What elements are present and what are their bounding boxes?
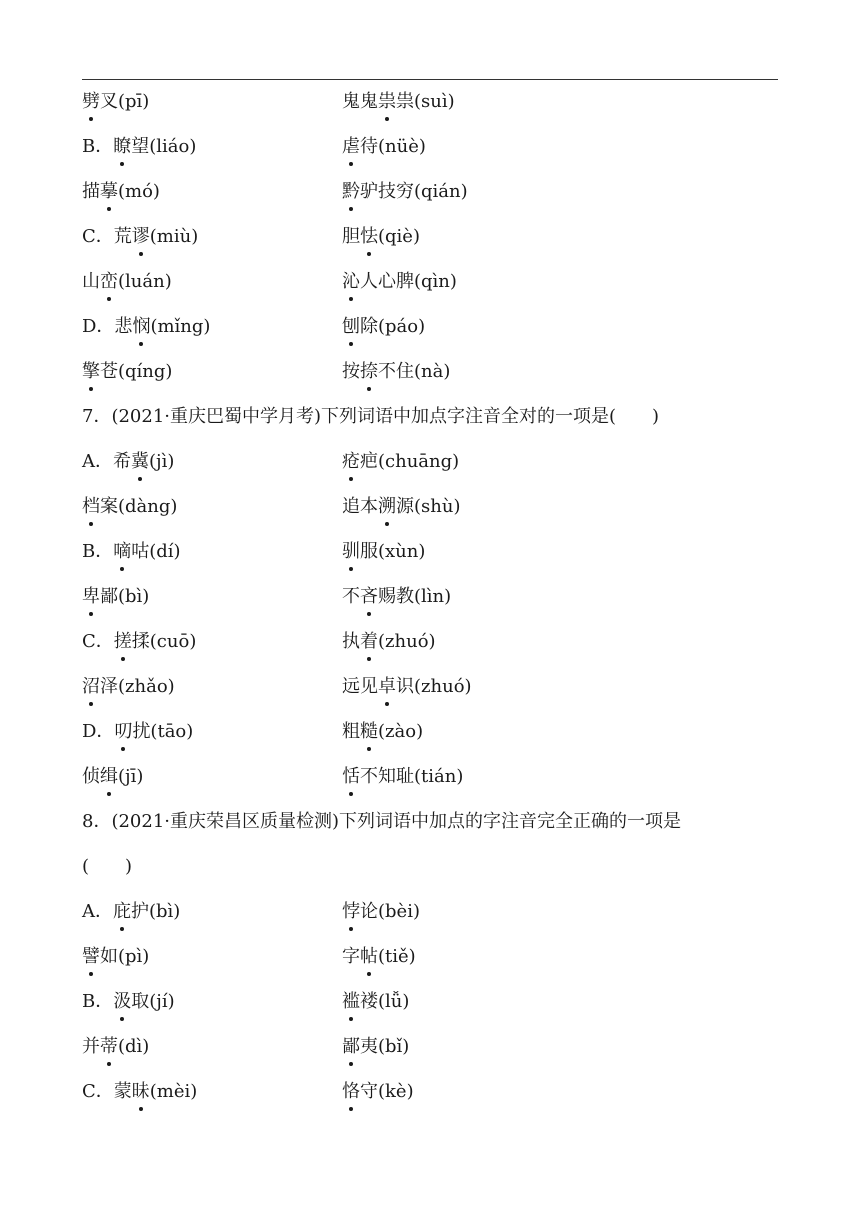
dotted-char: 摹 — [100, 176, 118, 208]
left-option — [82, 536, 342, 581]
dotted-char: 擎 — [82, 356, 100, 388]
dotted-char: 沁 — [342, 266, 360, 298]
text-pre: D．悲 — [82, 316, 133, 337]
right-option — [342, 356, 782, 401]
dotted-char: 譬 — [82, 941, 100, 973]
dotted-char: 捺 — [360, 356, 378, 388]
dotted-char: 黔 — [342, 176, 360, 208]
text-pre: 按 — [342, 361, 360, 382]
left-option — [82, 356, 342, 401]
text-post: 祟(suì) — [396, 91, 455, 112]
text-post: 除(páo) — [360, 316, 426, 337]
text-pre: 胆 — [342, 226, 360, 247]
left-option — [82, 1031, 342, 1076]
right-option — [342, 311, 782, 356]
right-option — [342, 581, 782, 626]
text-pre: 远见 — [342, 676, 378, 697]
text-pre: 粗 — [342, 721, 360, 742]
dotted-char: 叨 — [114, 716, 132, 748]
text-post: (luán) — [118, 271, 172, 292]
dotted-char: 缉 — [100, 761, 118, 793]
left-option — [82, 761, 342, 806]
text-pre: 不 — [342, 586, 360, 607]
text-post: 驴技穷(qián) — [360, 181, 468, 202]
left-option — [82, 716, 342, 761]
option-row — [82, 86, 782, 131]
dotted-char: 卓 — [378, 671, 396, 703]
dotted-char: 冀 — [131, 446, 149, 478]
page-content — [82, 86, 782, 1121]
text-pre: A．希 — [82, 451, 131, 472]
text-pre: 山 — [82, 271, 100, 292]
dotted-char: 昧 — [132, 1076, 150, 1108]
option-row — [82, 581, 782, 626]
dotted-char: 蒂 — [100, 1031, 118, 1063]
right-option — [342, 491, 782, 536]
left-option — [82, 1076, 342, 1121]
dotted-char: 帖 — [360, 941, 378, 973]
option-row — [82, 131, 782, 176]
question-7: 7．(2021·重庆巴蜀中学月考)下列词语中加点字注音全对的一项是( ) — [82, 406, 660, 427]
option-row — [82, 176, 782, 221]
text-post: 取(jí) — [131, 991, 175, 1012]
text-post: (tiě) — [378, 946, 416, 967]
text-pre: 并 — [82, 1036, 100, 1057]
right-option — [342, 941, 782, 986]
dotted-char: 劈 — [82, 86, 100, 118]
dotted-char: 疮 — [342, 446, 360, 478]
text-post: 鄙(bì) — [100, 586, 150, 607]
left-option — [82, 266, 342, 311]
dotted-char: 峦 — [100, 266, 118, 298]
dotted-char: 档 — [82, 491, 100, 523]
text-post: 疤(chuāng) — [360, 451, 460, 472]
text-post: (miù) — [149, 226, 199, 247]
left-option — [82, 986, 342, 1031]
left-option — [82, 896, 342, 941]
dotted-char: 虐 — [342, 131, 360, 163]
dotted-char: 庇 — [113, 896, 131, 928]
text-post: 咕(dí) — [131, 541, 181, 562]
dotted-char: 恬 — [342, 761, 360, 793]
text-post: (jì) — [149, 451, 175, 472]
left-option — [82, 86, 342, 131]
text-post: 褛(lǚ) — [360, 991, 410, 1012]
left-option — [82, 941, 342, 986]
text-pre: C．蒙 — [82, 1081, 132, 1102]
dotted-char: 沼 — [82, 671, 100, 703]
dotted-char: 恪 — [342, 1076, 360, 1108]
text-post: (zào) — [378, 721, 424, 742]
dotted-char: 悯 — [132, 311, 150, 343]
text-post: 揉(cuō) — [131, 631, 197, 652]
option-row — [82, 671, 782, 716]
dotted-char: 驯 — [342, 536, 360, 568]
right-option — [342, 176, 782, 221]
option-row — [82, 356, 782, 401]
option-row — [82, 1031, 782, 1076]
text-pre: 字 — [342, 946, 360, 967]
right-option — [342, 896, 782, 941]
text-pre: D． — [82, 721, 115, 742]
text-post: (mèi) — [149, 1081, 198, 1102]
right-option — [342, 536, 782, 581]
text-post: 人心脾(qìn) — [360, 271, 457, 292]
text-post: 不知耻(tián) — [360, 766, 464, 787]
right-option — [342, 626, 782, 671]
left-option — [82, 221, 342, 266]
text-pre: 追本 — [342, 496, 378, 517]
option-row — [82, 266, 782, 311]
dotted-char: 鄙 — [342, 1031, 360, 1063]
option-row — [82, 491, 782, 536]
option-row — [82, 896, 782, 941]
dotted-char: 悖 — [342, 896, 360, 928]
text-post: 服(xùn) — [360, 541, 426, 562]
dotted-char: 刨 — [342, 311, 360, 343]
left-option — [82, 581, 342, 626]
right-option — [342, 446, 782, 491]
dotted-char: 搓 — [114, 626, 132, 658]
text-pre: C． — [82, 631, 114, 652]
text-post: (zhuó) — [378, 631, 436, 652]
right-option — [342, 671, 782, 716]
option-row — [82, 716, 782, 761]
text-post: 扰(tāo) — [132, 721, 194, 742]
text-pre: B． — [82, 136, 114, 157]
left-option — [82, 671, 342, 716]
text-pre: 描 — [82, 181, 100, 202]
text-pre: 鬼鬼 — [342, 91, 378, 112]
option-row — [82, 761, 782, 806]
dotted-char: 着 — [360, 626, 378, 658]
text-post: 苍(qíng) — [100, 361, 173, 382]
right-option — [342, 716, 782, 761]
top-rule — [82, 79, 778, 80]
right-option — [342, 761, 782, 806]
dotted-char: 谬 — [132, 221, 150, 253]
text-post: 赐教(lìn) — [378, 586, 452, 607]
left-option — [82, 176, 342, 221]
text-post: 源(shù) — [396, 496, 461, 517]
option-row — [82, 446, 782, 491]
dotted-char: 褴 — [342, 986, 360, 1018]
text-post: (mó) — [118, 181, 160, 202]
text-pre: B． — [82, 991, 114, 1012]
dotted-char: 溯 — [378, 491, 396, 523]
text-post: 守(kè) — [360, 1081, 414, 1102]
right-option — [342, 266, 782, 311]
dotted-char: 糙 — [360, 716, 378, 748]
option-row — [82, 536, 782, 581]
right-option — [342, 86, 782, 131]
dotted-char: 汲 — [113, 986, 131, 1018]
right-option — [342, 221, 782, 266]
options-block-7 — [82, 446, 782, 806]
option-row — [82, 626, 782, 671]
options-block-8 — [82, 896, 782, 1121]
text-post: (mǐng) — [150, 316, 211, 337]
option-row — [82, 941, 782, 986]
option-row — [82, 986, 782, 1031]
text-post: 案(dàng) — [100, 496, 178, 517]
text-pre: B． — [82, 541, 114, 562]
text-pre: A． — [82, 901, 113, 922]
text-post: 待(nüè) — [360, 136, 426, 157]
text-post: 夷(bǐ) — [360, 1036, 410, 1057]
text-post: 护(bì) — [131, 901, 181, 922]
text-post: 泽(zhǎo) — [100, 676, 175, 697]
text-post: 识(zhuó) — [396, 676, 472, 697]
dotted-char: 吝 — [360, 581, 378, 613]
option-row — [82, 1076, 782, 1121]
text-post: 如(pì) — [100, 946, 150, 967]
text-post: 叉(pī) — [100, 91, 150, 112]
dotted-char: 怯 — [360, 221, 378, 253]
left-option — [82, 311, 342, 356]
right-option — [342, 1031, 782, 1076]
text-post: (qiè) — [378, 226, 420, 247]
text-post: (dì) — [118, 1036, 150, 1057]
dotted-char: 祟 — [378, 86, 396, 118]
left-option — [82, 491, 342, 536]
dotted-char: 嘀 — [113, 536, 131, 568]
text-post: 论(bèi) — [360, 901, 420, 922]
left-option — [82, 446, 342, 491]
option-row — [82, 221, 782, 266]
text-pre: 侦 — [82, 766, 100, 787]
option-row — [82, 311, 782, 356]
text-pre: 执 — [342, 631, 360, 652]
right-option — [342, 131, 782, 176]
text-post: 不住(nà) — [378, 361, 451, 382]
options-block-6 — [82, 86, 782, 401]
question-8: 8．(2021·重庆荣昌区质量检测)下列词语中加点的字注音完全正确的一项是 — [82, 811, 682, 832]
left-option — [82, 626, 342, 671]
text-post: 望(liáo) — [131, 136, 197, 157]
left-option — [82, 131, 342, 176]
text-pre: C．荒 — [82, 226, 132, 247]
right-option — [342, 986, 782, 1031]
right-option — [342, 1076, 782, 1121]
dotted-char: 瞭 — [113, 131, 131, 163]
dotted-char: 卑 — [82, 581, 100, 613]
text-post: (jī) — [118, 766, 144, 787]
question-8-paren: ( ) — [82, 856, 133, 877]
